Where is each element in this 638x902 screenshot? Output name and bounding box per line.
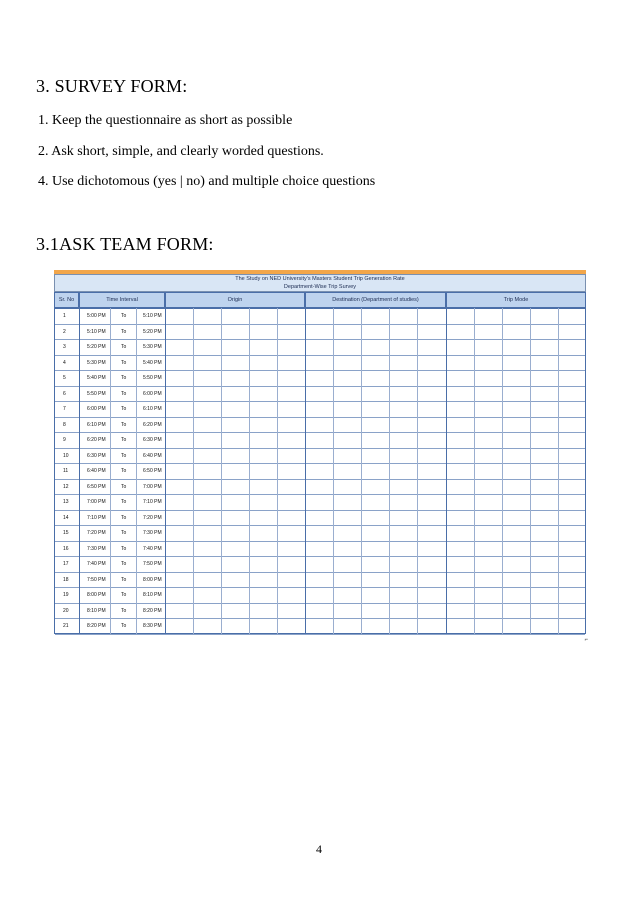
grid-line <box>277 308 278 634</box>
list-item: 4. Use dichotomous (yes | no) and multiple choice questions <box>38 174 376 189</box>
cell-sr-no: 2 <box>63 328 66 335</box>
cell-to-label: To <box>121 375 127 381</box>
cell-to-label: To <box>121 483 127 490</box>
cell-time-from: 6:40 PM <box>87 468 106 474</box>
table-row <box>55 433 585 449</box>
cell-sr-no: 6 <box>63 390 66 397</box>
cell-time-from: 8:00 PM <box>87 592 106 598</box>
cell-sr-no: 11 <box>63 468 69 474</box>
cell-time-to: 8:10 PM <box>143 592 162 598</box>
table-row <box>55 495 585 511</box>
form-grid <box>54 308 586 634</box>
cell-time-from: 7:00 PM <box>87 499 106 505</box>
table-row <box>55 340 585 356</box>
cell-to-label: To <box>121 452 127 459</box>
cell-sr-no: 1 <box>63 313 66 319</box>
cell-time-to: 5:10 PM <box>143 313 162 319</box>
cell-sr-no: 10 <box>63 452 69 459</box>
cell-to-label: To <box>121 623 127 629</box>
cell-time-to: 6:10 PM <box>143 406 162 412</box>
page-number: 4 <box>316 842 322 856</box>
cell-time-to: 6:00 PM <box>143 390 162 397</box>
table-row <box>55 573 585 589</box>
cell-time-from: 7:50 PM <box>87 576 106 583</box>
cell-time-from: 5:30 PM <box>87 359 106 366</box>
cell-time-from: 6:10 PM <box>87 421 106 428</box>
cell-time-to: 8:30 PM <box>143 623 162 629</box>
table-row <box>55 464 585 480</box>
header-time-interval: Time Interval <box>79 292 165 308</box>
header-sr-no: Sr. No <box>54 292 79 308</box>
grid-line <box>530 308 531 634</box>
cell-to-label: To <box>121 406 127 412</box>
cell-time-to: 5:50 PM <box>143 375 162 381</box>
cell-time-to: 8:20 PM <box>143 607 162 614</box>
column-divider <box>446 308 447 634</box>
grid-line <box>110 308 111 634</box>
cell-to-label: To <box>121 328 127 335</box>
cell-sr-no: 13 <box>63 499 69 505</box>
cell-sr-no: 14 <box>63 514 69 521</box>
table-row <box>55 542 585 558</box>
table-row <box>55 325 585 341</box>
grid-line <box>221 308 222 634</box>
cell-time-from: 5:20 PM <box>87 344 106 350</box>
grid-line <box>136 308 137 634</box>
cell-to-label: To <box>121 530 127 536</box>
table-row <box>55 511 585 527</box>
cell-time-to: 6:40 PM <box>143 452 162 459</box>
cell-time-from: 6:50 PM <box>87 483 106 490</box>
column-divider <box>305 308 306 634</box>
cell-to-label: To <box>121 390 127 397</box>
cell-sr-no: 12 <box>63 483 69 490</box>
table-row <box>55 387 585 403</box>
table-row <box>55 356 585 372</box>
cell-sr-no: 16 <box>63 545 69 552</box>
cell-time-to: 7:20 PM <box>143 514 162 521</box>
cell-time-from: 7:40 PM <box>87 561 106 567</box>
cell-time-from: 7:30 PM <box>87 545 106 552</box>
grid-line <box>333 308 334 634</box>
cell-sr-no: 4 <box>63 359 66 366</box>
form-subtitle: Department-Wise Trip Survey <box>283 284 357 290</box>
cell-time-to: 7:30 PM <box>143 530 162 536</box>
cell-time-from: 5:10 PM <box>87 328 106 335</box>
cell-time-to: 7:10 PM <box>143 499 162 505</box>
cell-time-to: 5:40 PM <box>143 359 162 366</box>
cell-to-label: To <box>121 576 127 583</box>
cell-to-label: To <box>121 607 127 614</box>
cell-time-to: 5:30 PM <box>143 344 162 350</box>
cell-time-to: 7:00 PM <box>143 483 162 490</box>
header-origin: Origin <box>165 292 305 308</box>
column-divider <box>79 308 80 634</box>
cell-to-label: To <box>121 468 127 474</box>
cell-time-to: 5:20 PM <box>143 328 162 335</box>
table-row <box>55 604 585 620</box>
cell-to-label: To <box>121 344 127 350</box>
form-title-bar <box>54 274 586 292</box>
table-row <box>55 371 585 387</box>
cell-time-to: 6:50 PM <box>143 468 162 474</box>
cell-time-from: 5:00 PM <box>87 313 106 319</box>
cell-time-from: 6:30 PM <box>87 452 106 459</box>
grid-line <box>558 308 559 634</box>
cell-time-from: 8:20 PM <box>87 623 106 629</box>
table-row <box>55 619 585 635</box>
cell-to-label: To <box>121 592 127 598</box>
cell-time-from: 5:40 PM <box>87 375 106 381</box>
sheet-corner-mark: ⌐ <box>584 637 588 643</box>
cell-time-to: 8:00 PM <box>143 576 162 583</box>
cell-sr-no: 19 <box>63 592 69 598</box>
cell-to-label: To <box>121 421 127 428</box>
cell-sr-no: 8 <box>63 421 66 428</box>
cell-to-label: To <box>121 313 127 319</box>
header-trip-mode: Trip Mode <box>446 292 586 308</box>
list-item: 2. Ask short, simple, and clearly worded questions. <box>38 144 324 159</box>
cell-to-label: To <box>121 499 127 505</box>
table-row <box>55 309 585 325</box>
cell-sr-no: 17 <box>63 561 69 567</box>
cell-time-from: 6:00 PM <box>87 406 106 412</box>
cell-to-label: To <box>121 514 127 521</box>
table-row <box>55 526 585 542</box>
cell-time-to: 7:50 PM <box>143 561 162 567</box>
cell-sr-no: 7 <box>63 406 66 412</box>
grid-line <box>361 308 362 634</box>
table-row <box>55 449 585 465</box>
header-destination: Destination (Department of studies) <box>305 292 446 308</box>
cell-time-from: 7:10 PM <box>87 514 106 521</box>
cell-to-label: To <box>121 359 127 366</box>
cell-time-from: 5:50 PM <box>87 390 106 397</box>
cell-time-from: 6:20 PM <box>87 437 106 443</box>
column-divider <box>165 308 166 634</box>
table-row <box>55 402 585 418</box>
ask-team-form-table <box>54 270 588 643</box>
table-row <box>55 588 585 604</box>
grid-line <box>474 308 475 634</box>
table-row <box>55 480 585 496</box>
cell-to-label: To <box>121 437 127 443</box>
grid-line <box>417 308 418 634</box>
cell-time-to: 6:20 PM <box>143 421 162 428</box>
grid-line <box>389 308 390 634</box>
form-title: The Study on NED University's Masters Student Trip Generation Rate <box>235 276 405 282</box>
grid-line <box>193 308 194 634</box>
grid-line <box>249 308 250 634</box>
list-item: 1. Keep the questionnaire as short as possible <box>38 113 293 128</box>
cell-time-to: 7:40 PM <box>143 545 162 552</box>
ask-team-form-heading: 3.1ASK TEAM FORM: <box>36 234 214 254</box>
cell-sr-no: 18 <box>63 576 69 583</box>
grid-line <box>502 308 503 634</box>
cell-time-from: 7:20 PM <box>87 530 106 536</box>
survey-form-heading: 3. SURVEY FORM: <box>36 76 188 96</box>
cell-sr-no: 3 <box>63 344 66 350</box>
cell-sr-no: 21 <box>63 623 69 629</box>
table-row <box>55 557 585 573</box>
cell-sr-no: 9 <box>63 437 66 443</box>
cell-to-label: To <box>121 545 127 552</box>
cell-time-to: 6:30 PM <box>143 437 162 443</box>
cell-sr-no: 5 <box>63 375 66 381</box>
table-row <box>55 418 585 434</box>
cell-sr-no: 15 <box>63 530 69 536</box>
cell-to-label: To <box>121 561 127 567</box>
cell-time-from: 8:10 PM <box>87 607 106 614</box>
cell-sr-no: 20 <box>63 607 69 614</box>
